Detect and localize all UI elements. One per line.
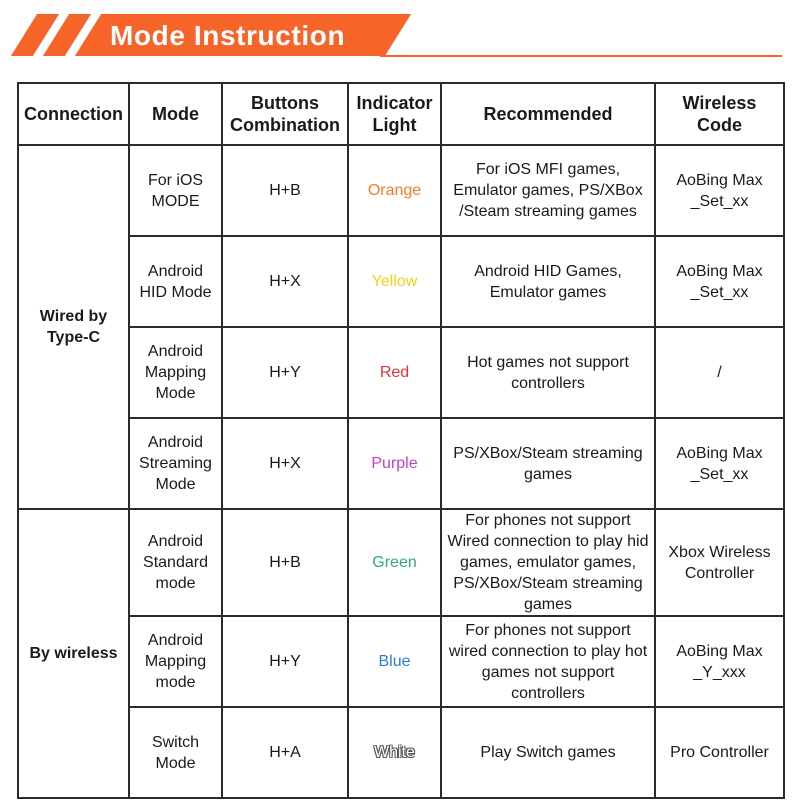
mode-cell: Android Mapping Mode [129,327,222,418]
mode-cell: For iOS MODE [129,145,222,236]
recommended-cell: PS/XBox/Steam streaming games [441,418,655,509]
table-header-row [18,83,784,145]
buttons-cell: H+Y [222,327,348,418]
buttons-cell: H+A [222,707,348,798]
wireless-code-cell: AoBing Max _Set_xx [655,418,784,509]
header-underline [380,55,782,57]
wireless-code-cell: Xbox Wireless Controller [655,509,784,616]
table-row [18,616,784,707]
light-white: White [348,707,441,798]
recommended-cell: Hot games not support controllers [441,327,655,418]
wireless-code-cell: / [655,327,784,418]
mode-cell: Android Mapping mode [129,616,222,707]
light-purple: Purple [348,418,441,509]
mode-cell: Android HID Mode [129,236,222,327]
light-red: Red [348,327,441,418]
buttons-cell: H+X [222,236,348,327]
header-wireless-code: Wireless Code [655,83,784,145]
table-row [18,236,784,327]
recommended-cell: For phones not support wired connection to play hot games not support controllers [441,616,655,707]
buttons-cell: H+X [222,418,348,509]
light-yellow: Yellow [348,236,441,327]
header-mode: Mode [129,83,222,145]
table-row [18,327,784,418]
header-buttons-combination: Buttons Combination [222,83,348,145]
wireless-code-cell: AoBing Max _Set_xx [655,145,784,236]
recommended-cell: For phones not support Wired connection to play hid games, emulator games, PS/XBox/Steam streaming games [441,509,655,616]
group-wired: Wired by Type-C [18,145,129,509]
buttons-cell: H+B [222,145,348,236]
header-indicator-light: Indicator Light [348,83,441,145]
table-row [18,145,784,236]
light-orange: Orange [348,145,441,236]
wireless-code-cell: AoBing Max _Set_xx [655,236,784,327]
header-connection: Connection [18,83,129,145]
table-row [18,509,784,616]
light-green: Green [348,509,441,616]
table-row [18,707,784,798]
buttons-cell: H+Y [222,616,348,707]
mode-cell: Android Standard mode [129,509,222,616]
mode-table [17,82,785,799]
table-row [18,418,784,509]
wireless-code-cell: Pro Controller [655,707,784,798]
wireless-code-cell: AoBing Max _Y_xxx [655,616,784,707]
recommended-cell: Play Switch games [441,707,655,798]
mode-cell: Android Streaming Mode [129,418,222,509]
buttons-cell: H+B [222,509,348,616]
recommended-cell: For iOS MFI games, Emulator games, PS/XBox /Steam streaming games [441,145,655,236]
recommended-cell: Android HID Games, Emulator games [441,236,655,327]
light-blue: Blue [348,616,441,707]
page-title: Mode Instruction [110,20,346,51]
mode-cell: Switch Mode [129,707,222,798]
header-banner [0,0,800,70]
group-wireless: By wireless [18,509,129,798]
header-recommended: Recommended [441,83,655,145]
